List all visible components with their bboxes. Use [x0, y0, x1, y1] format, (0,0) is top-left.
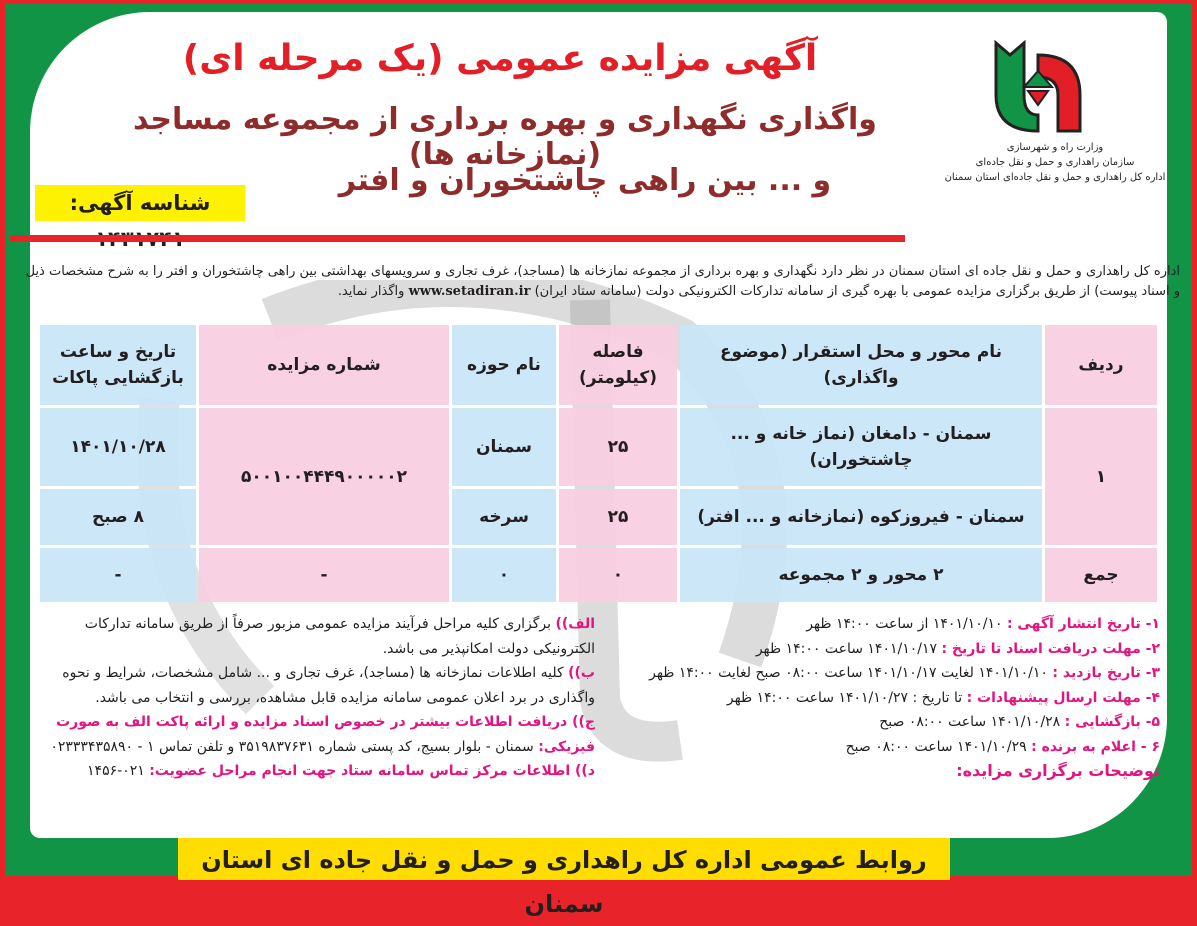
divider	[10, 235, 905, 242]
schedule-value: ۱۴۰۱/۱۰/۲۸ ساعت ۰۸:۰۰ صبح	[879, 714, 1061, 730]
note-label: د)) اطلاعات مرکز تماس سامانه ستاد جهت انجام مراحل عضویت:	[149, 763, 595, 779]
distance: ۲۵	[559, 489, 677, 545]
schedule-value: تا تاریخ : ۱۴۰۱/۱۰/۲۷ ساعت ۱۴:۰۰ ظهر	[726, 689, 963, 706]
schedule-item	[600, 661, 1160, 686]
department-line: اداره کل راهداری و حمل و نقل جاده‌ای استان سمنان	[944, 172, 1166, 183]
organization-line: سازمان راهداری و حمل و نقل جاده‌ای	[975, 157, 1135, 168]
auction-number: ۵۰۰۱۰۰۴۴۴۹۰۰۰۰۰۲	[199, 408, 449, 545]
schedule-value: ۱۴۰۱/۱۰/۱۰ از ساعت ۱۴:۰۰ ظهر	[806, 616, 1003, 632]
note-text: برگزاری کلیه مراحل فرآیند مزایده عمومی مزبور صرفاً از طریق سامانه تدارکات الکترونیکی دولت امکانپذیر می باشد.	[84, 616, 595, 657]
total-label: جمع	[1045, 548, 1157, 602]
notes-list	[35, 612, 595, 784]
header-cell: نام محور و محل استقرار (موضوع واگذاری)	[680, 325, 1042, 405]
schedule-item	[600, 710, 1160, 735]
notes-title: توضیحات برگزاری مزایده:	[956, 761, 1160, 780]
ad-id-badge: شناسه آگهی:	[35, 185, 245, 221]
total-auction-number: -	[199, 548, 449, 602]
page-title: آگهی مزایده عمومی (یک مرحله ای)	[182, 38, 818, 79]
note-text: ۰۲۱-۱۴۵۶	[87, 763, 145, 779]
note-text: کلیه اطلاعات نمازخانه ها (مساجد)، غرف تجاری و ... شامل مشخصات، شرایط و نحوه واگذاری در برد اعلان عمومی سامانه مزایده قابل مشاهده، بررسی و انتخاب می باشد.	[62, 665, 595, 706]
header-cell: ردیف	[1045, 325, 1157, 405]
row-number: ۱	[1045, 408, 1157, 545]
route-name: سمنان - دامغان (نماز خانه و ... چاشتخوران)	[680, 408, 1042, 486]
footer-banner: روابط عمومی اداره کل راهداری و حمل و نقل جاده ای استان سمنان	[178, 838, 950, 880]
setadiran-link[interactable]: www.setadiran.ir	[408, 284, 531, 299]
intro-paragraph	[20, 262, 1180, 302]
table-header-row	[40, 325, 1157, 405]
table-total-row	[40, 548, 1157, 602]
schedule-label: ۱- تاریخ انتشار آگهی :	[1006, 616, 1160, 632]
auction-table	[37, 322, 1160, 605]
note-item	[35, 710, 595, 759]
schedule-label: ۴- مهلت ارسال پیشنهادات :	[966, 689, 1160, 706]
note-text: سمنان - بلوار بسیج، کد پستی شماره ۳۵۱۹۸۳۷۶۳۱ و تلفن تماس ۱ - ۰۲۳۳۳۴۳۵۸۹۰	[50, 738, 534, 755]
note-item	[35, 759, 595, 784]
header-cell: نام حوزه	[452, 325, 556, 405]
header-cell: تاریخ و ساعت بازگشایی پاکات	[40, 325, 196, 405]
note-item	[35, 661, 595, 710]
header-cell: فاصله (کیلومتر)	[559, 325, 677, 405]
road-maintenance-logo-icon	[988, 35, 1088, 135]
schedule-value: ۱۴۰۱/۱۰/۱۰ لغایت ۱۴۰۱/۱۰/۱۷ ساعت ۰۸:۰۰ صبح لغایت ۱۴:۰۰ ظهر	[649, 665, 1048, 681]
schedule-item	[600, 735, 1160, 760]
total-name: ۲ محور و ۲ مجموعه	[680, 548, 1042, 602]
schedule-label: ۶ - اعلام به برنده :	[1031, 738, 1160, 755]
ministry-name: وزارت راه و شهرسازی	[1006, 142, 1104, 153]
schedule-value: ۱۴۰۱/۱۰/۲۹ ساعت ۰۸:۰۰ صبح	[845, 738, 1027, 755]
schedule-label: ۵- بازگشایی :	[1064, 714, 1160, 730]
total-area: ۰	[452, 548, 556, 602]
route-name: سمنان - فیروزکوه (نمازخانه و ... افتر)	[680, 489, 1042, 545]
schedule-item	[600, 637, 1160, 662]
note-label: ج)) دریافت اطلاعات بیشتر در خصوص اسناد مزایده و ارائه پاکت الف به صورت فیزیکی:	[56, 714, 595, 755]
schedule-label: ۲- مهلت دریافت اسناد تا تاریخ :	[941, 640, 1160, 657]
header-cell: شماره مزایده	[199, 325, 449, 405]
area: سمنان	[452, 408, 556, 486]
subtitle-line-2: و ... بین راهی چاشتخوران و افتر	[338, 163, 832, 198]
subtitle-line-1: واگذاری نگهداری و بهره برداری از مجموعه مساجد (نمازخانه ها)	[133, 102, 877, 172]
distance: ۲۵	[559, 408, 677, 486]
total-distance: ۰	[559, 548, 677, 602]
area: سرخه	[452, 489, 556, 545]
opening-date: ۱۴۰۱/۱۰/۲۸	[40, 408, 196, 486]
note-label: الف))	[555, 616, 595, 632]
intro-text-end: واگذار نماید.	[337, 284, 405, 299]
schedule-value: ۱۴۰۱/۱۰/۱۷ ساعت ۱۴:۰۰ ظهر	[755, 640, 937, 657]
table-row	[40, 408, 1157, 486]
note-item	[35, 612, 595, 661]
schedule-item	[600, 686, 1160, 711]
note-label: ب))	[568, 665, 595, 681]
schedule-label: ۳- تاریخ بازدید :	[1052, 665, 1160, 681]
intro-text: اداره کل راهداری و حمل و نقل جاده ای استان سمنان در نظر دارد نگهداری و بهره برداری از مجموعه نمازخانه ها (مساجد)، غرف تجاری و سرویسهای بهداشتی بین راهی چاشتخوران و افتر را به شرح مشخصات ذیل و اسناد پیوست) از طریق برگزاری مزایده عمومی با بهره گیری از سامانه تدارکات الکترونیکی دولت (سامانه ستاد ایران)	[25, 264, 1180, 299]
total-opening: -	[40, 548, 196, 602]
schedule-item	[600, 612, 1160, 637]
schedule-list	[600, 612, 1160, 784]
organization-name	[930, 140, 1180, 185]
opening-time: ۸ صبح	[40, 489, 196, 545]
